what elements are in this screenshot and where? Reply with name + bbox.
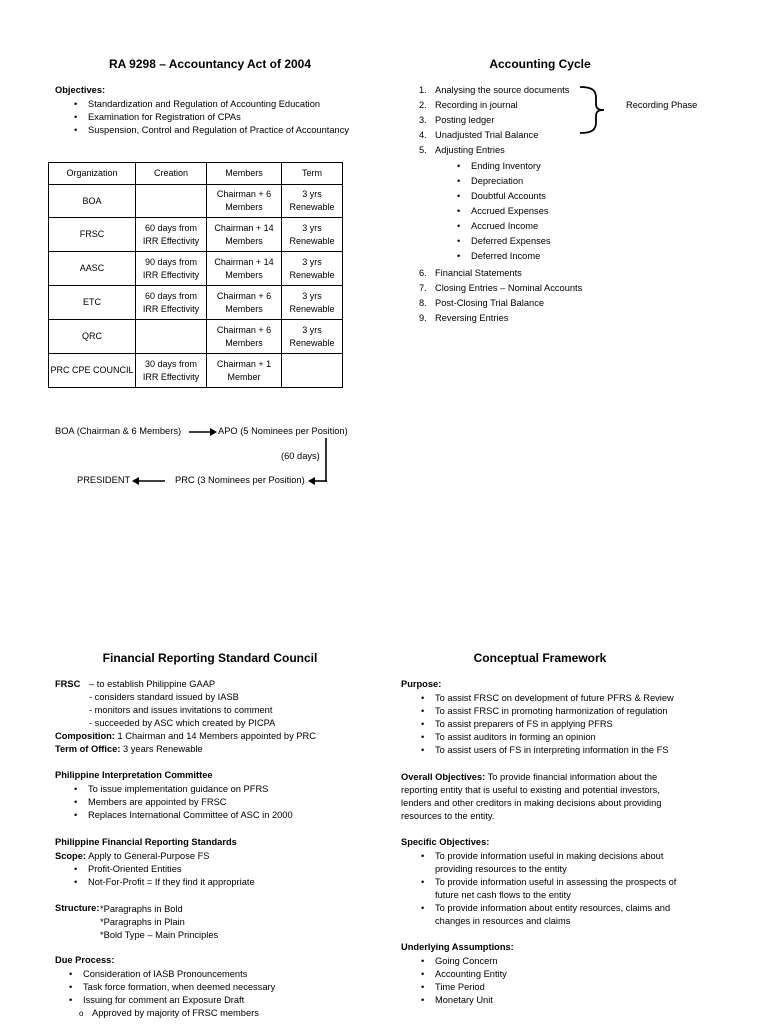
adjusting-item: • Ending Inventory [455,160,635,173]
table-header-row [49,163,343,185]
assumptions-list [419,955,719,1007]
table-cell: Chairman + 1 Member [207,354,282,388]
table-header: Members [207,163,282,185]
arrow-left-icon [308,475,328,487]
objectives-list [72,98,392,137]
table-cell: 30 days from IRR Effectivity [136,354,207,388]
table-row [49,354,343,388]
scope-label: Scope: [55,851,86,861]
specific-text: To provide information useful in assessing the prospects of [435,877,677,887]
pic-list [72,783,372,822]
overall-label: Overall Objectives: [401,772,486,782]
table-cell: FRSC [49,218,136,252]
adjusting-item: • Accrued Income [455,220,635,233]
adjusting-entries-list [455,160,635,263]
frsc-desc: - succeeded by ASC which created by PICPA [89,718,276,728]
scope-item: • Not-For-Profit = If they find it appropriate [72,876,372,889]
table-cell: Chairman + 6 Members [207,286,282,320]
adjusting-item: • Deferred Expenses [455,235,635,248]
frsc-desc: - monitors and issues invitations to comment [89,705,273,715]
due-sub-item: o Approved by majority of FRSC members [76,1007,376,1020]
due-item: • Consideration of IASB Pronouncements [67,968,387,981]
step-label: Posting ledger [435,115,495,125]
specific-item [419,876,719,902]
purpose-item: • To assist FRSC in promoting harmonization of regulation [419,705,719,718]
cycle-step [419,297,639,310]
frsc-section [55,678,375,756]
table-row [49,252,343,286]
table-header: Organization [49,163,136,185]
table-cell: Chairman + 6 Members [207,320,282,354]
cycle-step [419,267,639,280]
table-cell [136,320,207,354]
composition-label: Composition: [55,731,115,741]
adjusting-item: • Deferred Income [455,250,635,263]
assumption-item: • Monetary Unit [419,994,719,1007]
table-row [49,185,343,218]
table-cell: 90 days from IRR Effectivity [136,252,207,286]
assumption-item: • Accounting Entity [419,968,719,981]
adjusting-item: • Depreciation [455,175,635,188]
step-label: Adjusting Entries [435,145,505,155]
specific-text: changes in resources and claims [435,916,571,926]
step-label: Recording in journal [435,100,518,110]
step-number: 2. [419,100,427,110]
structure-item: *Bold Type – Main Principles [100,930,219,940]
flow-days: (60 days) [281,451,320,461]
cycle-steps-later [419,267,639,325]
step-number: 1. [419,85,427,95]
table-cell: 3 yrs Renewable [282,320,343,354]
overall-line [401,771,721,784]
frsc-line [55,678,375,691]
ra-title: RA 9298 – Accountancy Act of 2004 [108,57,312,71]
scope-value: Apply to General-Purpose FS [86,851,210,861]
table-cell: Chairman + 6 Members [207,185,282,218]
table-cell: 3 yrs Renewable [282,252,343,286]
flow-boa: BOA (Chairman & 6 Members) [55,426,182,436]
objectives-label: Objectives: [55,85,106,95]
term-value: 3 years Renewable [120,744,203,754]
frsc-label: FRSC [55,679,81,689]
due-sub-list [76,1007,376,1020]
table-cell: 60 days from IRR Effectivity [136,218,207,252]
flow-president: PRESIDENT [77,475,131,485]
overall-line: resources to the entity. [401,811,495,821]
specific-text: To provide information about entity resources, claims and [435,903,671,913]
table-row [49,286,343,320]
specific-text: future net cash flows to the entity [435,890,571,900]
adjusting-item: • Doubtful Accounts [455,190,635,203]
cycle-step [419,312,639,325]
table-cell: 3 yrs Renewable [282,286,343,320]
frsc-title: Financial Reporting Standard Council [102,651,318,665]
due-process-label: Due Process: [55,955,115,965]
step-label: Financial Statements [435,268,522,278]
scope-line [55,850,210,863]
structure-list [100,903,218,942]
table-cell: AASC [49,252,136,286]
purpose-list [419,692,719,757]
term-label: Term of Office: [55,744,121,754]
table-header: Term [282,163,343,185]
step-number: 9. [419,313,427,323]
overall-line: reporting entity that is useful to existing and potential investors, [401,785,660,795]
table-cell: ETC [49,286,136,320]
assumption-item: • Going Concern [419,955,719,968]
structure-label: Structure: [55,903,100,913]
organization-table [48,162,343,388]
specific-item [419,902,719,928]
due-item: • Task force formation, when deemed necessary [67,981,387,994]
objective-item: • Examination for Registration of CPAs [72,111,392,124]
step-number: 5. [419,145,427,155]
assumptions-label: Underlying Assumptions: [401,942,514,952]
assumption-item: • Time Period [419,981,719,994]
step-number: 3. [419,115,427,125]
specific-item [419,850,719,876]
step-number: 6. [419,268,427,278]
table-cell: BOA [49,185,136,218]
pic-item: • To issue implementation guidance on PFRS [72,783,372,796]
purpose-item: • To assist auditors in forming an opinion [419,731,719,744]
scope-item: • Profit-Oriented Entities [72,863,372,876]
table-cell: Chairman + 14 Members [207,218,282,252]
table-cell: QRC [49,320,136,354]
flow-apo: APO (5 Nominees per Position) [218,426,348,436]
table-row [49,320,343,354]
table-cell: 3 yrs Renewable [282,218,343,252]
composition-line [55,730,375,743]
objective-item: • Standardization and Regulation of Accounting Education [72,98,392,111]
frsc-desc: - considers standard issued by IASB [89,692,239,702]
overall-line: lenders and other creditors in making decisions about providing [401,798,662,808]
table-row [49,218,343,252]
purpose-item: • To assist users of FS in interpreting information in the FS [419,744,719,757]
flow-prc: PRC (3 Nominees per Position) [175,475,305,485]
objective-item: • Suspension, Control and Regulation of Practice of Accountancy [72,124,392,137]
step-number: 8. [419,298,427,308]
overall-text: To provide financial information about the [485,772,658,782]
cycle-step [419,282,639,295]
term-line [55,743,375,756]
adjusting-item: • Accrued Expenses [455,205,635,218]
step-label: Reversing Entries [435,313,509,323]
table-cell [136,185,207,218]
purpose-label: Purpose: [401,679,442,689]
due-item: • Issuing for comment an Exposure Draft [67,994,387,1007]
table-cell: PRC CPE COUNCIL [49,354,136,388]
specific-list [419,850,719,928]
step-label: Analysing the source documents [435,85,570,95]
arrow-left-icon [132,475,166,487]
overall-objectives [401,771,721,823]
recording-phase-label: Recording Phase [626,100,698,110]
table-header: Creation [136,163,207,185]
specific-text: To provide information useful in making decisions about [435,851,664,861]
pic-item: • Replaces International Committee of ASC in 2000 [72,809,372,822]
step-label: Closing Entries – Nominal Accounts [435,283,583,293]
brace-icon [578,84,624,136]
composition-value: 1 Chairman and 14 Members appointed by PRC [114,731,316,741]
scope-list [72,863,372,889]
structure-item: *Paragraphs in Plain [100,917,185,927]
pic-item: • Members are appointed by FRSC [72,796,372,809]
cf-title: Conceptual Framework [473,651,607,665]
purpose-item: • To assist preparers of FS in applying PFRS [419,718,719,731]
specific-label: Specific Objectives: [401,837,490,847]
step-label: Post-Closing Trial Balance [435,298,545,308]
purpose-item: • To assist FRSC on development of future PFRS & Review [419,692,719,705]
cycle-step [419,144,619,157]
step-label: Unadjusted Trial Balance [435,130,539,140]
table-cell: 60 days from IRR Effectivity [136,286,207,320]
table-cell: 3 yrs Renewable [282,185,343,218]
table-cell: Chairman + 14 Members [207,252,282,286]
arrow-right-icon [188,426,218,438]
step-number: 7. [419,283,427,293]
due-process-list [67,968,387,1007]
structure-item: *Paragraphs in Bold [100,904,183,914]
table-cell [282,354,343,388]
pic-title: Philippine Interpretation Committee [55,770,213,780]
cycle-title: Accounting Cycle [489,57,591,71]
frsc-desc: – to establish Philippine GAAP [89,679,216,689]
specific-text: providing resources to the entity [435,864,567,874]
step-number: 4. [419,130,427,140]
pfrs-title: Philippine Financial Reporting Standards [55,837,237,847]
